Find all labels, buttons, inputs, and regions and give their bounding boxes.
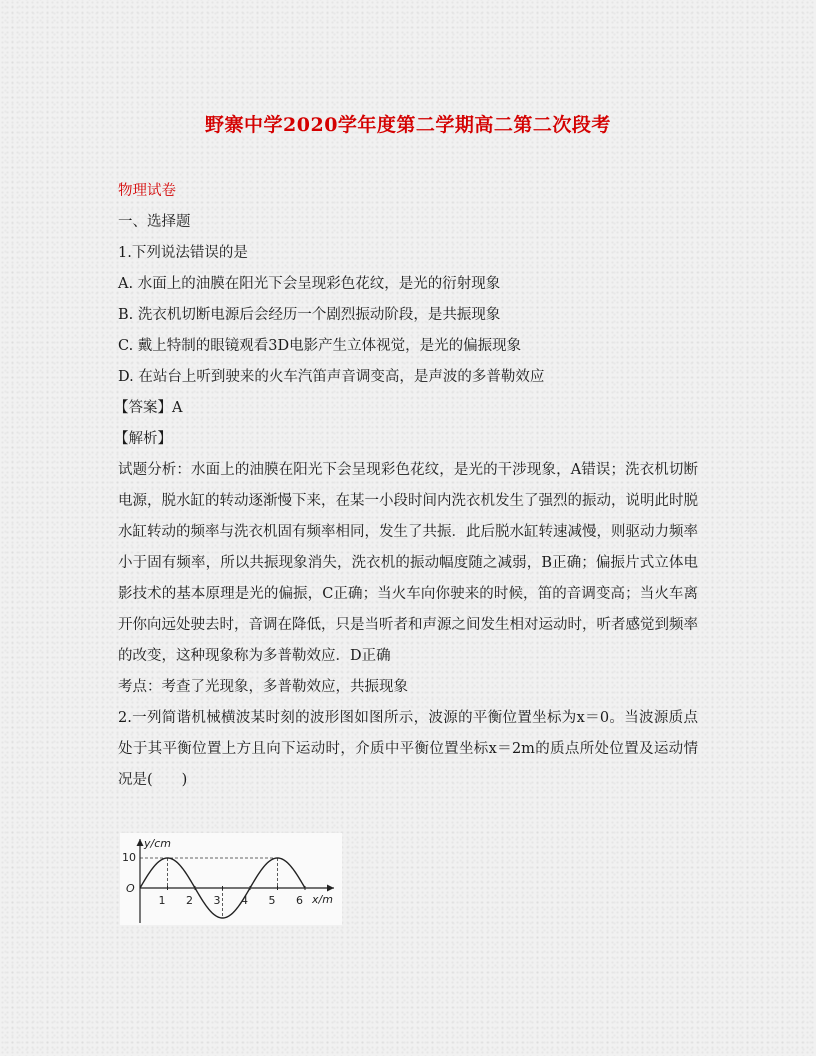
- x-tick-label: 1: [158, 894, 166, 907]
- question-1-option-c: C. 戴上特制的眼镜观看3D电影产生立体视觉，是光的偏振现象: [118, 338, 522, 354]
- wave-graph-svg: [120, 833, 342, 925]
- document-body: [114, 176, 698, 796]
- question-1-stem: 1.下列说法错误的是: [118, 245, 248, 261]
- y-axis-label: y/cm: [144, 837, 171, 850]
- question-1-answer: 【答案】A: [114, 400, 183, 416]
- x-tick-label: 4: [241, 894, 248, 907]
- question-1-kaodian: 考点：考查了光现象，多普勒效应，共振现象: [118, 679, 408, 695]
- question-1-option-d: D. 在站台上听到驶来的火车汽笛声音调变高，是声波的多普勒效应: [118, 369, 545, 385]
- x-axis-label: x/m: [312, 893, 333, 906]
- document-title: 野寨中学2020学年度第二学期高二第二次段考: [205, 114, 611, 136]
- y-tick-label: 10: [122, 851, 136, 864]
- question-1-analysis: 试题分析：水面上的油膜在阳光下会呈现彩色花纹，是光的干涉现象，A错误；洗衣机切断电源，脱水缸的转动逐渐慢下来，在某一小段时间内洗衣机发生了强烈的振动，说明此时脱水缸转动的频率与洗衣机固有频率相同，发生了共振．此后脱水缸转速减慢，则驱动力频率小于固有频率，所以共振现象消失，洗衣机的振动幅度随之减弱，B正确；偏振片式立体电影技术的基本原理是光的偏振，C正确；当火车向你驶来的时候，笛的音调变高；当火车离开你向远处驶去时，音调在降低，只是当听者和声源之间发生相对运动时，听者感觉到频率的改变，这种现象称为多普勒效应．D正确: [118, 462, 698, 664]
- wave-graph: [120, 833, 342, 925]
- question-2-stem: 2.一列简谐机械横波某时刻的波形图如图所示，波源的平衡位置坐标为x＝0。当波源质点处于其平衡位置上方且向下运动时，介质中平衡位置坐标x＝2m的质点所处位置及运动情况是( ): [118, 710, 698, 788]
- section-heading: 一、选择题: [118, 214, 191, 230]
- subject-heading: 物理试卷: [118, 183, 176, 199]
- question-1-option-b: B. 洗衣机切断电源后会经历一个剧烈振动阶段，是共振现象: [118, 307, 501, 323]
- origin-label: O: [126, 882, 135, 895]
- x-tick-label: 3: [213, 894, 221, 907]
- x-tick-label: 5: [268, 894, 276, 907]
- question-1-option-a: A. 水面上的油膜在阳光下会呈现彩色花纹，是光的衍射现象: [118, 276, 501, 292]
- x-tick-label: 6: [296, 894, 303, 907]
- question-1-analysis-label: 【解析】: [114, 431, 172, 447]
- x-tick-label: 2: [186, 894, 193, 907]
